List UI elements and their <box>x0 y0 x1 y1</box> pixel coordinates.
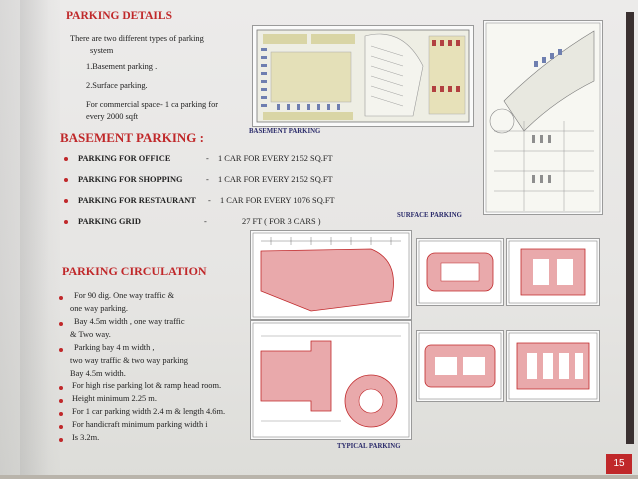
row-value: 27 FT ( FOR 3 CARS ) <box>242 217 321 226</box>
circulation-line: Bay 4.5m width. <box>70 369 126 378</box>
typical-parking-diagram-2 <box>250 320 412 440</box>
basement-caption: BASEMENT PARKING <box>249 128 321 135</box>
circulation-line: two way traffic & two way parking <box>70 356 188 365</box>
circulation-line: For handicraft minimum parking width i <box>72 420 208 429</box>
circulation-line: For 1 car parking width 2.4 m & length 4.6m. <box>72 407 226 416</box>
surface-parking-plan <box>483 20 603 215</box>
circulation-line: one way parking. <box>70 304 128 313</box>
details-line: system <box>90 46 114 55</box>
bullet <box>59 322 63 326</box>
circulation-line: & Two way. <box>70 330 111 339</box>
circulation-line: Bay 4.5m width , one way traffic <box>74 317 185 326</box>
row-sep: - <box>206 175 209 184</box>
circulation-line: For 90 dig. One way traffic & <box>74 291 175 300</box>
bullet <box>64 157 68 161</box>
details-line: There are two different types of parking <box>70 34 204 43</box>
circulation-line: Height minimum 2.25 m. <box>72 394 157 403</box>
details-line: 2.Surface parking. <box>86 81 148 90</box>
typical-diagram-drawing <box>507 331 599 401</box>
circulation-line: Parking bay 4 m width , <box>74 343 155 352</box>
bullet <box>64 199 68 203</box>
row-value: 1 CAR FOR EVERY 2152 SQ.FT <box>218 175 333 184</box>
page-number: 15 <box>606 454 632 474</box>
bullet <box>64 178 68 182</box>
row-label: PARKING FOR SHOPPING <box>78 175 183 184</box>
bullet <box>59 348 63 352</box>
typical-parking-diagram-3 <box>416 238 504 306</box>
typical-diagram-drawing <box>251 321 411 439</box>
bullet <box>59 438 63 442</box>
details-line: every 2000 sqft <box>86 112 139 121</box>
typical-diagram-drawing <box>417 331 503 401</box>
typical-parking-diagram-6 <box>506 330 600 402</box>
bullet <box>59 386 63 390</box>
row-sep: - <box>208 196 211 205</box>
typical-diagram-drawing <box>251 231 411 319</box>
surface-caption: SURFACE PARKING <box>397 212 462 219</box>
decorative-bar <box>626 12 634 444</box>
row-sep: - <box>204 217 207 226</box>
basement-parking-title: BASEMENT PARKING : <box>60 130 204 145</box>
bullet <box>59 412 63 416</box>
typical-parking-diagram-4 <box>506 238 600 306</box>
basement-plan-drawing <box>253 26 473 126</box>
parking-details-title: PARKING DETAILS <box>66 10 172 22</box>
typical-parking-diagram-5 <box>416 330 504 402</box>
surface-plan-drawing <box>484 21 602 214</box>
row-value: 1 CAR FOR EVERY 2152 SQ.FT <box>218 154 333 163</box>
bullet <box>64 220 68 224</box>
typical-diagram-drawing <box>507 239 599 305</box>
background-building <box>20 0 48 479</box>
typical-diagram-drawing <box>417 239 503 305</box>
bullet <box>59 296 63 300</box>
row-label: PARKING GRID <box>78 217 141 226</box>
typical-caption: TYPICAL PARKING <box>337 443 401 450</box>
details-line: For commercial space- 1 ca parking for <box>86 100 219 109</box>
row-label: PARKING FOR OFFICE <box>78 154 171 163</box>
row-value: 1 CAR FOR EVERY 1076 SQ.FT <box>220 196 335 205</box>
bullet <box>59 425 63 429</box>
circulation-line: Is 3.2m. <box>72 433 100 442</box>
row-sep: - <box>206 154 209 163</box>
bullet <box>59 399 63 403</box>
parking-circulation-title: PARKING CIRCULATION <box>62 264 207 278</box>
circulation-line: For high rise parking lot & ramp head room. <box>72 381 222 390</box>
row-label: PARKING FOR RESTAURANT <box>78 196 196 205</box>
details-line: 1.Basement parking . <box>86 62 158 71</box>
basement-parking-plan <box>252 25 474 127</box>
bottom-bar <box>0 475 638 479</box>
typical-parking-diagram-1 <box>250 230 412 320</box>
